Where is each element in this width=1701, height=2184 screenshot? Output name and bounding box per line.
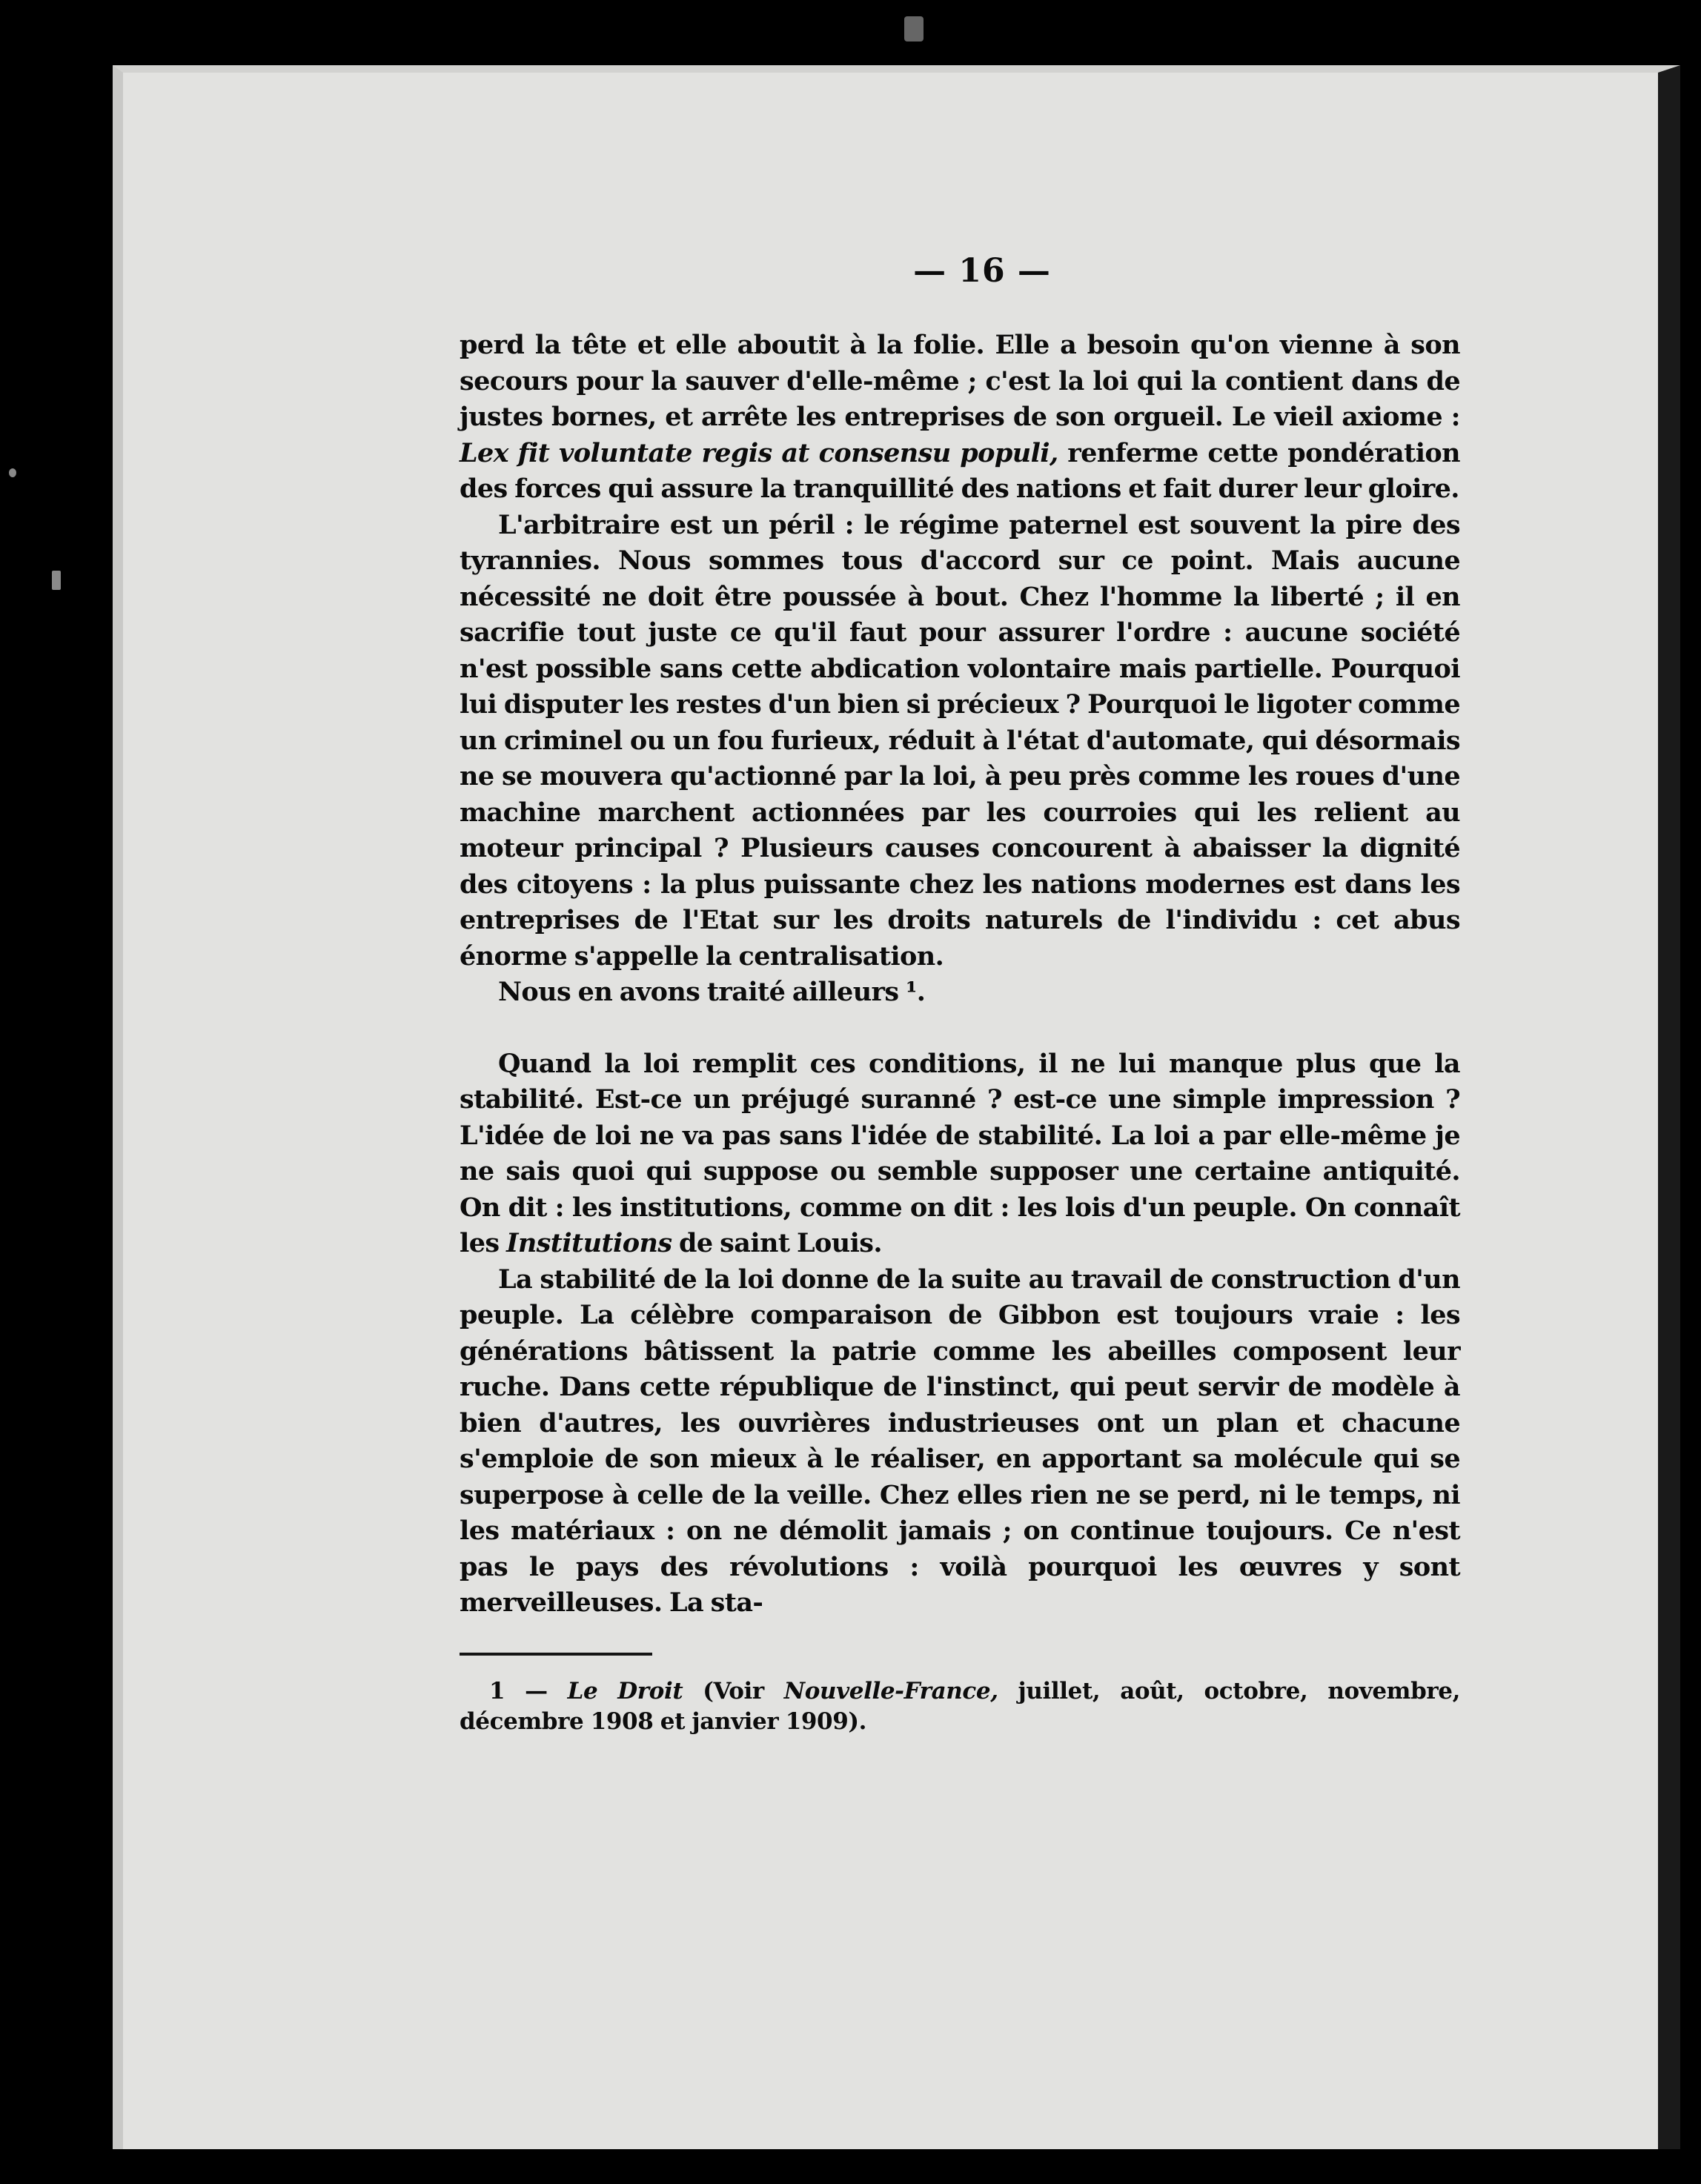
page-text [460, 252, 1460, 1737]
text-run: renferme cette pondération des forces qui assure la tranquillité des nations et fait durer leur gloire. [460, 437, 1460, 504]
text-run: L'arbitraire est un péril : le régime paternel est souvent la pire des tyrannies. Nous sommes tous d'accord sur ce point. Mais aucune nécessité ne doit être poussée à bout. Chez l'homme la liberté ; il en sacrifie tout juste ce qu'il faut pour assurer l'ordre : aucune société n'est possible sans cette abdication volontaire mais partielle. Pourquoi lui disputer les restes d'un bien si précieux ? Pourquoi le ligoter comme un criminel ou un fou furieux, réduit à l'état d'automate, qui désormais ne se mouvera qu'actionné par la loi, à peu près comme les roues d'une machine marchent actionnées par les courroies qui les relient au moteur principal ? Plusieurs causes concourent à abaisser la dignité des citoyens : la plus puissante chez les nations modernes est dans les entreprises de l'Etat sur les droits naturels de l'individu : cet abus énorme s'appelle la centralisation. [460, 509, 1460, 972]
text-run: (Voir [683, 1677, 784, 1705]
paragraph [460, 975, 1460, 1011]
speck [904, 16, 924, 42]
paragraph [460, 508, 1460, 975]
italic-text: Lex fit voluntate regis at consensu populi, [460, 437, 1058, 468]
speck [9, 468, 16, 477]
paragraph [460, 328, 1460, 508]
footnote-divider [460, 1653, 652, 1656]
paragraph [460, 1046, 1460, 1262]
text-run: 1 — [489, 1677, 568, 1705]
page-number: — 16 — [913, 252, 1051, 290]
body-text [460, 328, 1460, 1622]
paragraph [460, 1262, 1460, 1622]
text-run: Quand la loi remplit ces conditions, il ne lui manque plus que la stabilité. Est-ce un préjugé suranné ? est-ce une simple impression ? L'idée de loi ne va pas sans l'idée de stabilité. La loi a par elle-même je ne sais quoi qui suppose ou semble supposer une certaine antiquité. On dit : les institutions, comme on dit : les lois d'un peuple. On connaît les [460, 1048, 1460, 1258]
text-run: de saint Louis. [672, 1228, 882, 1258]
text-run: Nous en avons traité ailleurs ¹. [498, 977, 926, 1007]
speck [52, 571, 61, 590]
italic-text: Nouvelle-France, [783, 1677, 998, 1705]
text-run: juillet, août, octobre, novembre, décembre 1908 et janvier 1909). [460, 1677, 1460, 1735]
text-run: La stabilité de la loi donne de la suite au travail de construction d'un peuple. La célèbre comparaison de Gibbon est toujours vraie : les générations bâtissent la patrie comme les abeilles composent leur ruche. Dans cette république de l'instinct, qui peut servir de modèle à bien d'autres, les ouvrières industrieuses ont un plan et chacune s'emploie de son mieux à le réaliser, en apportant sa molécule qui se superpose à celle de la veille. Chez elles rien ne se perd, ni le temps, ni les matériaux : on ne démolit jamais ; on continue toujours. Ce n'est pas le pays des révolutions : voilà pourquoi les œuvres y sont merveilleuses. La sta- [460, 1264, 1460, 1618]
text-run: perd la tête et elle aboutit à la folie. Elle a besoin qu'on vienne à son secours pour la sauver d'elle-même ; c'est la loi qui la contient dans de justes bornes, et arrête les entreprises de son orgueil. Le vieil axiome : [460, 330, 1460, 432]
section-gap [460, 1011, 1460, 1046]
italic-text: Le Droit [567, 1677, 683, 1705]
footnote [460, 1676, 1460, 1737]
italic-text: Institutions [506, 1228, 672, 1258]
